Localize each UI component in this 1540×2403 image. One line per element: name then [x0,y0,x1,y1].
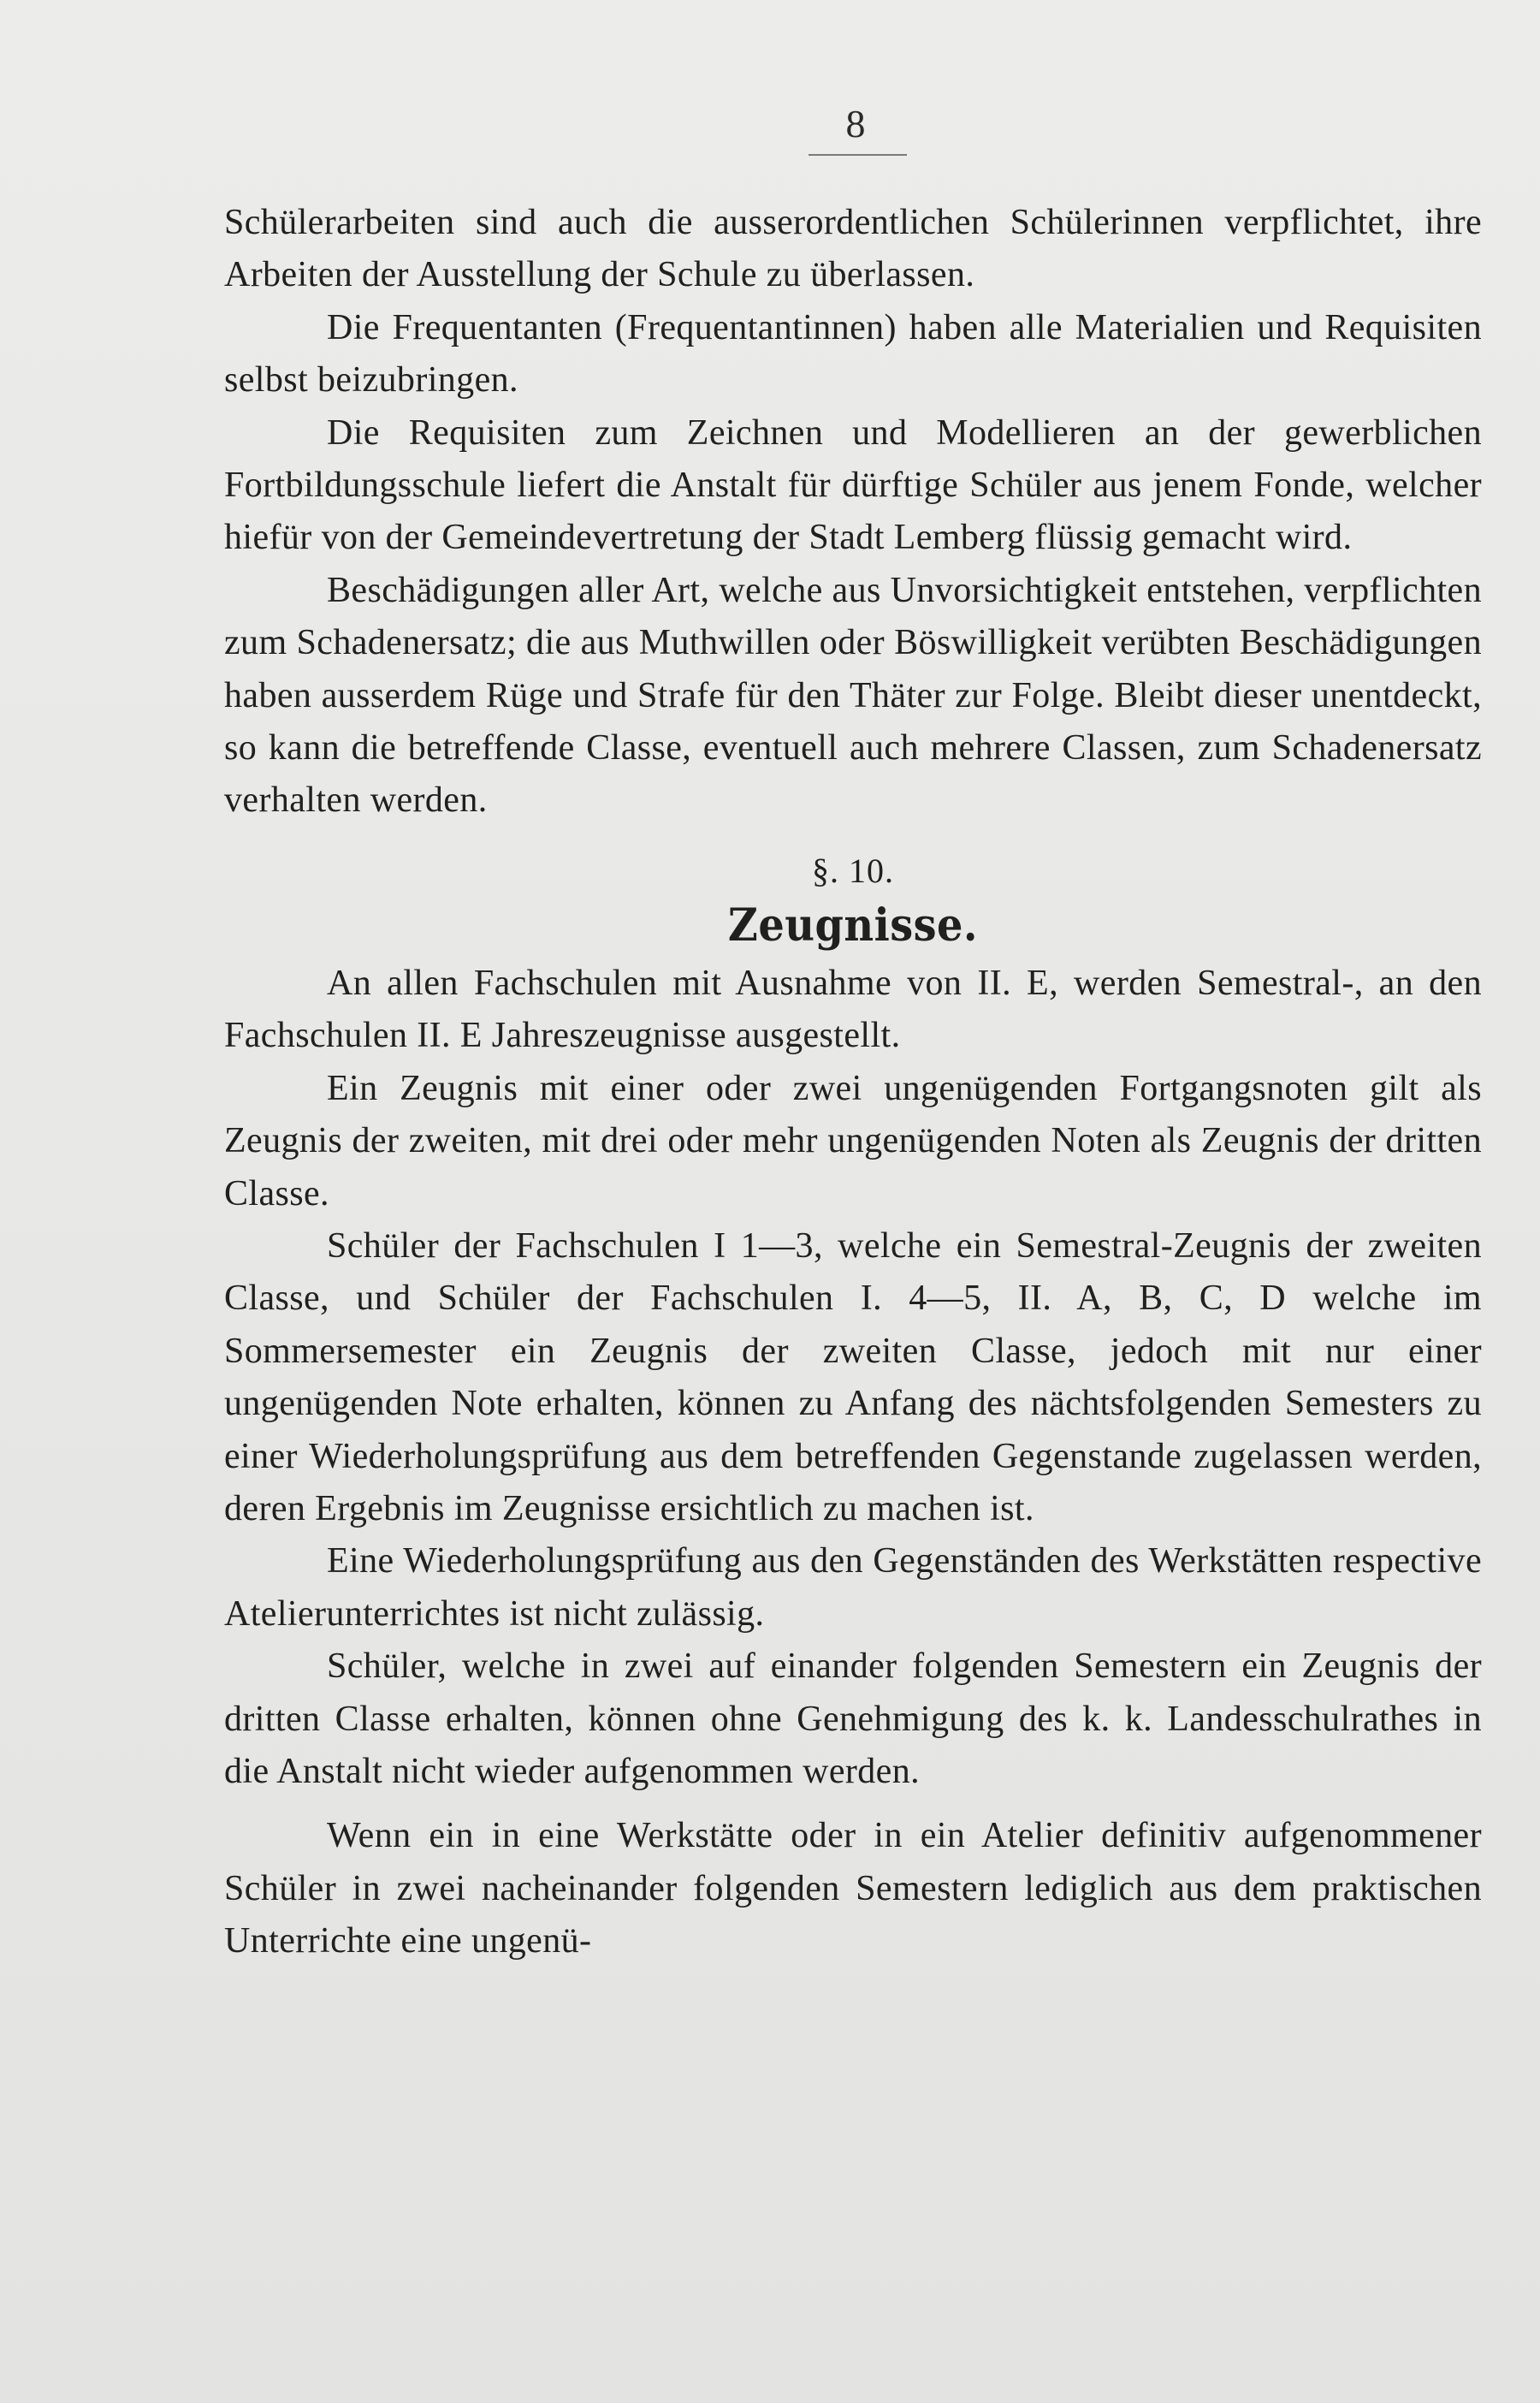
section-title: Zeugnisse. [727,899,979,952]
paragraph-certificates-issued: An allen Fachschulen mit Ausnahme von II. E, werden Semestral-, an den Fachschulen II. E Jahreszeugnisse ausgestellt. [224,963,1482,1056]
paragraph-requisites: Die Frequentanten (Frequentantinnen) haben alle Materialien und Requisiten selbst beizubringen. [224,307,1482,400]
paragraph-continuation: Schülerarbeiten sind auch die ausserordentlichen Schülerinnen verpflichtet, ihre Arbeiten der Ausstellung der Schule zu überlassen. [224,203,1482,295]
page-number-rule [808,154,907,156]
body-text [224,197,1482,1968]
paragraph-workshop-student: Wenn ein in eine Werkstätte oder in ein Atelier definitiv aufgenommener Schüler in zwei nacheinander folgenden Semestern lediglich aus dem praktischen Unterrichte eine ungenü- [224,1816,1482,1961]
paragraph-certificate-classes: Ein Zeugnis mit einer oder zwei ungenügenden Fortgangsnoten gilt als Zeugnis der zweiten, mit drei oder mehr ungenügenden Noten als Zeugnis der dritten Classe. [224,1068,1482,1213]
paragraph-readmission: Schüler, welche in zwei auf einander folgenden Semestern ein Zeugnis der dritten Classe erhalten, können ohne Genehmigung des k. k. Landesschulrathes in die Anstalt nicht wieder aufgenommen werden. [224,1646,1482,1791]
paragraph-repeat-exam: Schüler der Fachschulen I 1—3, welche ein Semestral-Zeugnis der zweiten Classe, und Schüler der Fachschulen I. 4—5, II. A, B, C, D welche im Sommersemester ein Zeugnis der zweiten Classe, jedoch mit nur einer ungenügenden Note erhalten, können zu Anfang des nächtsfolgenden Semesters zu einer Wiederholungsprüfung aus dem betreffenden Gegenstande zugelassen werden, deren Ergebnis im Zeugnisse ersichtlich zu machen ist. [224,1225,1482,1528]
paragraph-workshop-exam: Eine Wiederholungsprüfung aus den Gegenständen des Werkstätten respective Atelierunterrichtes ist nicht zulässig. [224,1541,1482,1634]
paragraph-drawing-requisites: Die Requisiten zum Zeichnen und Modellieren an der gewerblichen Fortbildungsschule liefert die Anstalt für dürftige Schüler aus jenem Fonde, welcher hiefür von der Gemeindevertretung der Stadt Lemberg flüssig gemacht wird. [224,412,1482,558]
paragraph-damages: Beschädigungen aller Art, welche aus Unvorsichtigkeit entstehen, verpflichten zum Schadenersatz; die aus Muthwillen oder Böswilligkeit verübten Beschädigungen haben ausserdem Rüge und Strafe für den Thäter zur Folge. Bleibt dieser unentdeckt, so kann die betreffende Classe, eventuell auch mehrere Classen, zum Schadenersatz verhalten werden. [224,570,1482,821]
section-mark: §. 10. [812,851,894,890]
page-number: 8 [845,102,866,145]
